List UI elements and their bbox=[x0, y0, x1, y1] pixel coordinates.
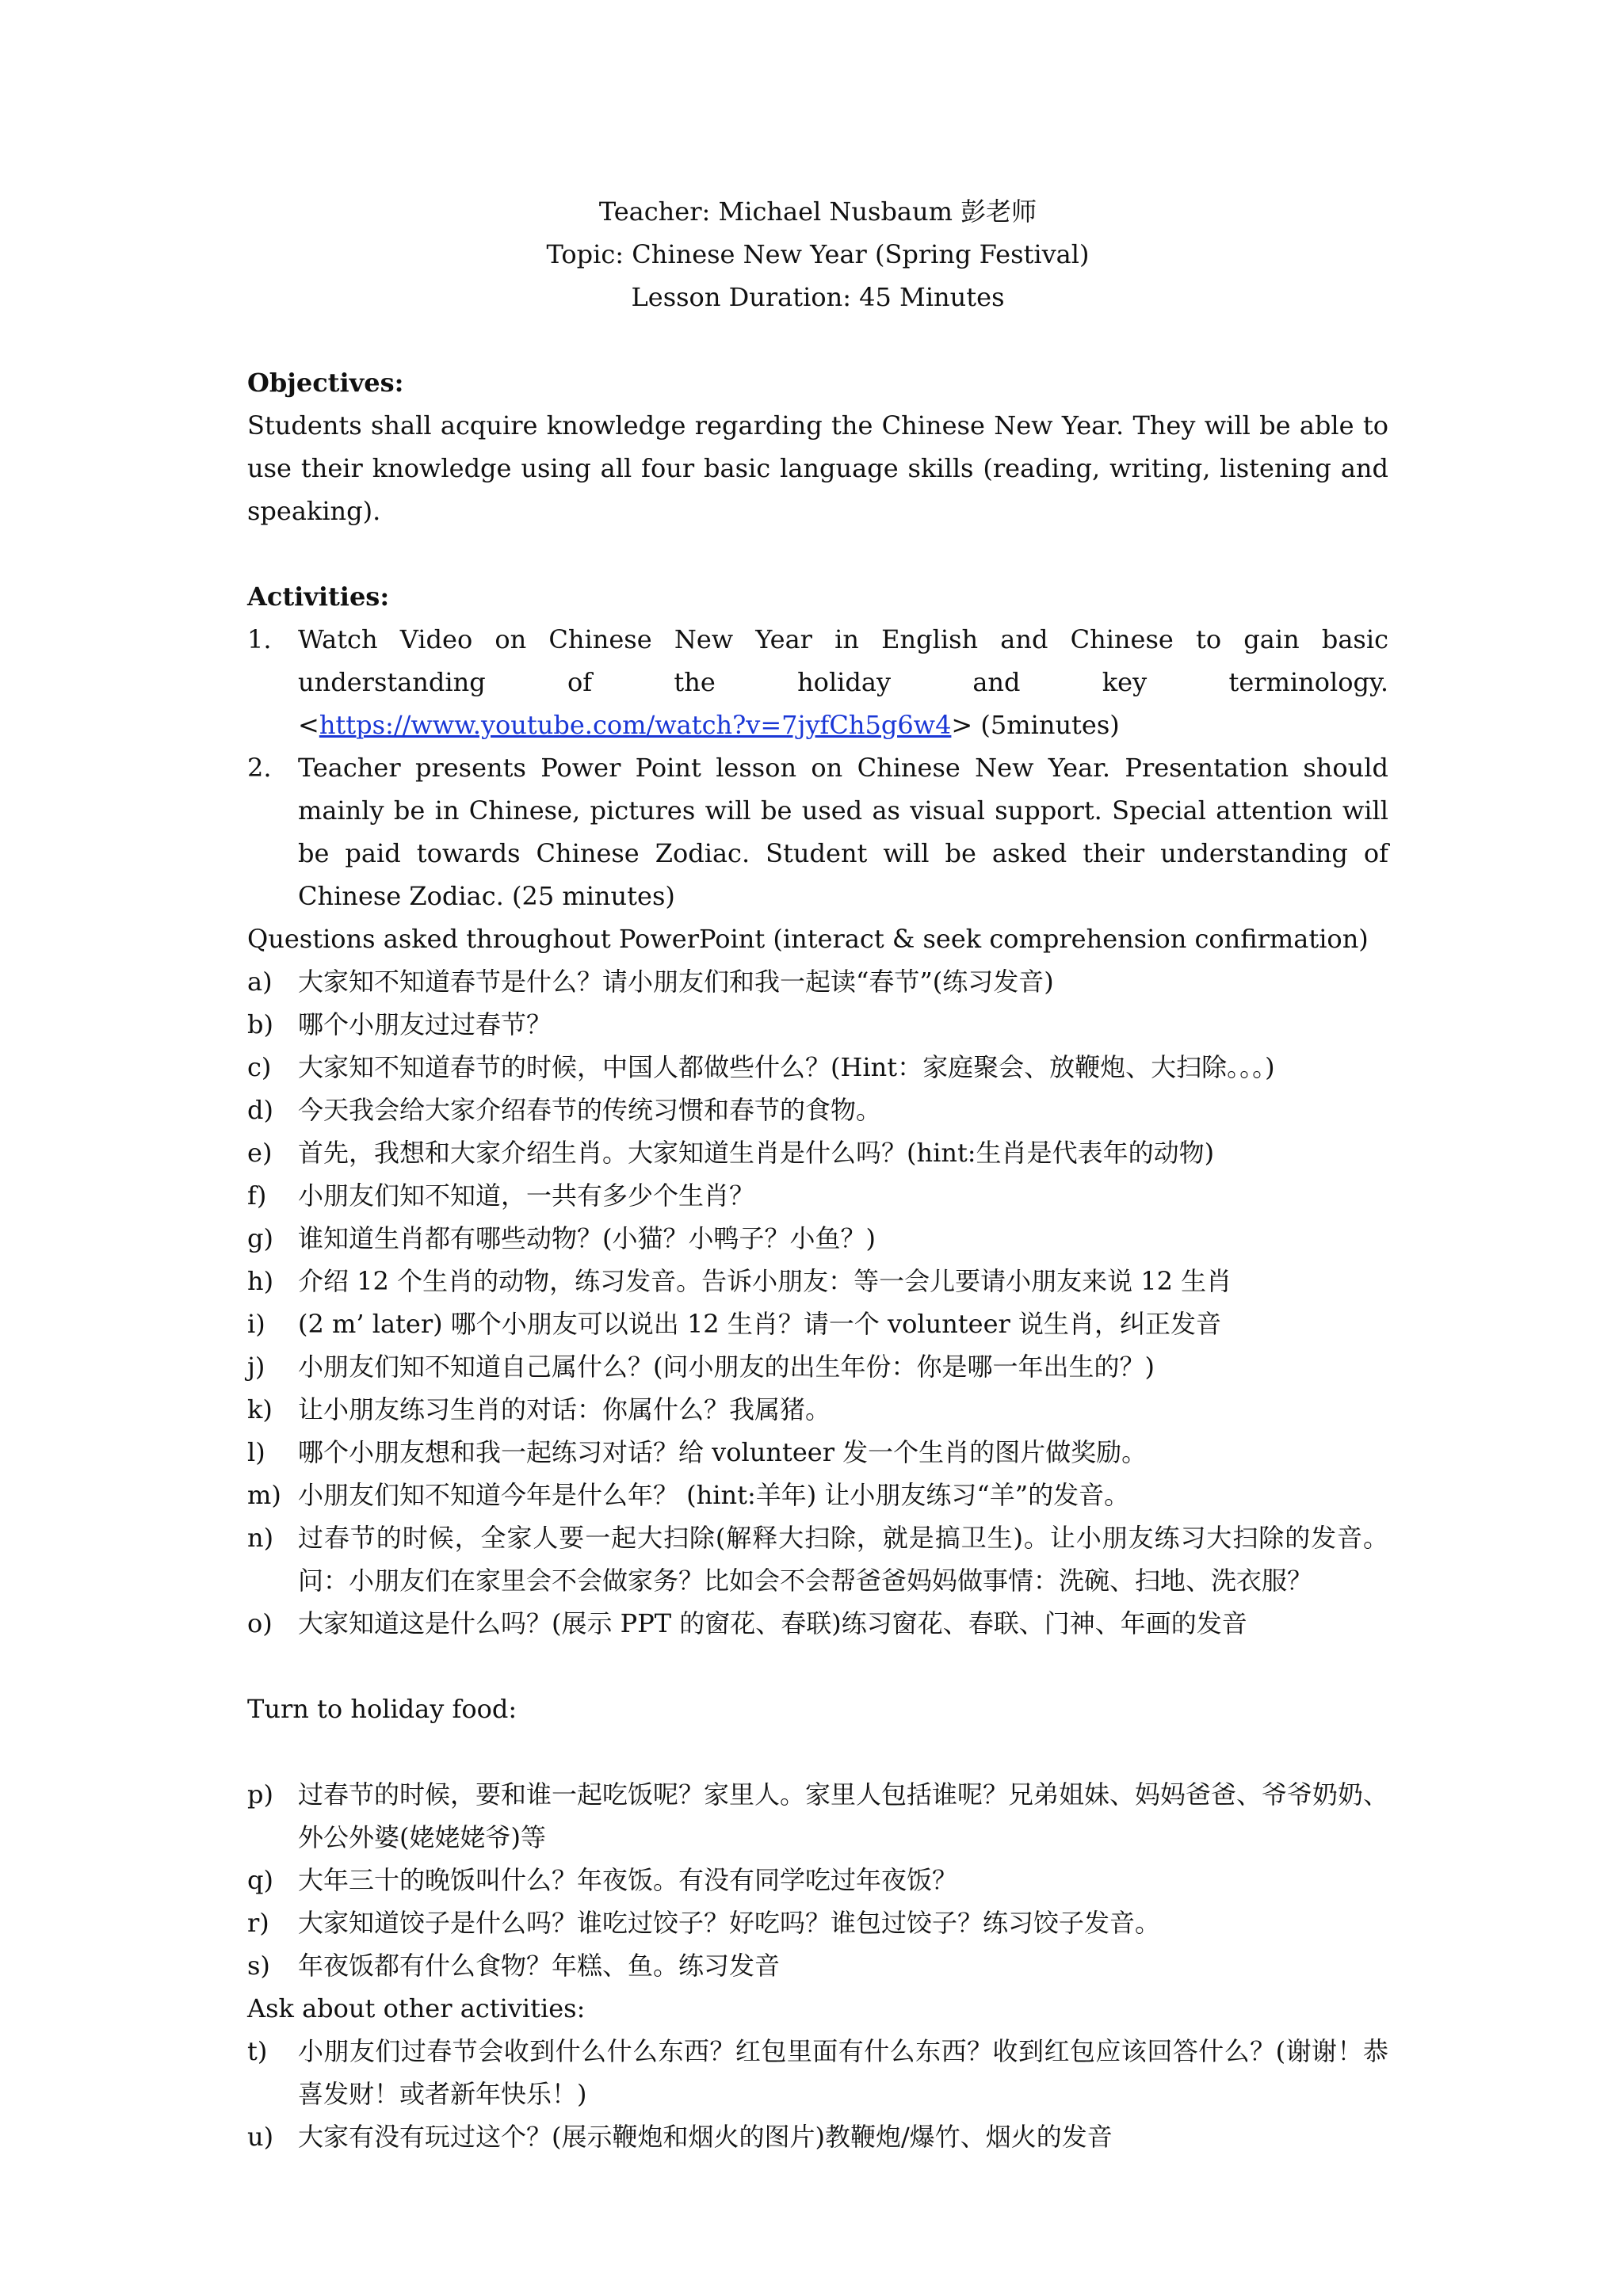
question-item bbox=[247, 1901, 1388, 1944]
question-marker: o) bbox=[247, 1608, 273, 1638]
question-text: 让小朋友练习生肖的对话：你属什么？我属猪。 bbox=[298, 1394, 831, 1425]
question-text: 大家有没有玩过这个？(展示鞭炮和烟火的图片)教鞭炮/爆竹、烟火的发音 bbox=[298, 2122, 1113, 2152]
objectives-heading: Objectives: bbox=[247, 368, 404, 398]
youtube-video-link[interactable]: https://www.youtube.com/watch?v=7jyfCh5g6w4 bbox=[319, 710, 952, 740]
question-item bbox=[247, 2030, 1388, 2115]
activity-text: Teacher presents Power Point lesson on Chinese New Year. Presentation should mainly be in Chinese, pictures will be used as visual support. Special attention will be paid towards Chinese Zodiac. Student will be asked their understanding of Chinese Zodiac. (25 minutes) bbox=[298, 753, 1388, 911]
activity-text bbox=[298, 618, 1388, 746]
question-item bbox=[247, 1345, 1388, 1388]
activity-marker: 2. bbox=[247, 753, 272, 783]
question-item bbox=[247, 1944, 1388, 1987]
question-text: 过春节的时候，全家人要一起大扫除(解释大扫除，就是搞卫生)。让小朋友练习大扫除的发音。问：小朋友们在家里会不会做家务？比如会不会帮爸爸妈妈做事情：洗碗、扫地、洗衣服？ bbox=[298, 1523, 1388, 1596]
lesson-header bbox=[247, 190, 1388, 318]
question-marker: e) bbox=[247, 1138, 273, 1168]
question-marker: h) bbox=[247, 1266, 274, 1296]
question-text: 小朋友们知不知道今年是什么年？ (hint:羊年) 让小朋友练习“羊”的发音。 bbox=[298, 1480, 1130, 1510]
question-marker: u) bbox=[247, 2122, 274, 2152]
question-item bbox=[247, 960, 1388, 1003]
question-item bbox=[247, 1131, 1388, 1174]
question-item bbox=[247, 1859, 1388, 1901]
question-marker: m) bbox=[247, 1480, 281, 1510]
question-text: 小朋友们知不知道，一共有多少个生肖？ bbox=[298, 1180, 755, 1211]
question-text: 今天我会给大家介绍春节的传统习惯和春节的食物。 bbox=[298, 1095, 882, 1125]
question-item bbox=[247, 1003, 1388, 1046]
question-text: 大家知不知道春节是什么？请小朋友们和我一起读“春节”(练习发音) bbox=[298, 967, 1054, 997]
activity-marker: 1. bbox=[247, 624, 272, 654]
question-text: 谁知道生肖都有哪些动物？(小猫？小鸭子？小鱼？) bbox=[298, 1223, 876, 1253]
other-question-list bbox=[247, 2030, 1388, 2158]
question-marker: f) bbox=[247, 1180, 267, 1211]
question-marker: a) bbox=[247, 967, 273, 997]
question-text: 首先，我想和大家介绍生肖。大家知道生肖是什么吗？(hint:生肖是代表年的动物) bbox=[298, 1138, 1215, 1168]
question-marker: c) bbox=[247, 1052, 272, 1082]
question-marker: k) bbox=[247, 1394, 273, 1425]
question-text: 大年三十的晚饭叫什么？年夜饭。有没有同学吃过年夜饭？ bbox=[298, 1865, 958, 1895]
question-text: 介绍 12 个生肖的动物，练习发音。告诉小朋友：等一会儿要请小朋友来说 12 生肖 bbox=[298, 1266, 1232, 1296]
question-text: (2 m’ later) 哪个小朋友可以说出 12 生肖？请一个 volunteer 说生肖，纠正发音 bbox=[298, 1309, 1222, 1339]
question-item bbox=[247, 1089, 1388, 1131]
question-text: 大家知道饺子是什么吗？谁吃过饺子？好吃吗？谁包过饺子？练习饺子发音。 bbox=[298, 1908, 1161, 1938]
questions-intro: Questions asked throughout PowerPoint (interact & seek comprehension confirmation) bbox=[247, 924, 1369, 954]
question-text: 小朋友们过春节会收到什么什么东西？红包里面有什么东西？收到红包应该回答什么？(谢谢！恭喜发财！或者新年快乐！) bbox=[298, 2036, 1388, 2109]
question-item bbox=[247, 1474, 1388, 1516]
question-marker: p) bbox=[247, 1779, 273, 1810]
question-item bbox=[247, 1046, 1388, 1089]
food-question-list bbox=[247, 1773, 1388, 1987]
question-item bbox=[247, 1260, 1388, 1302]
question-item bbox=[247, 2115, 1388, 2158]
activity-text-before-link: Watch Video on Chinese New Year in English and Chinese to gain basic understanding of the holiday and key terminology. < bbox=[298, 624, 1388, 740]
question-text: 小朋友们知不知道自己属什么？(问小朋友的出生年份：你是哪一年出生的？) bbox=[298, 1352, 1155, 1382]
question-item bbox=[247, 1431, 1388, 1474]
lesson-plan-page bbox=[247, 190, 1388, 2158]
question-text: 年夜饭都有什么食物？年糕、鱼。练习发音 bbox=[298, 1951, 781, 1981]
question-marker: d) bbox=[247, 1095, 273, 1125]
topic-line: Topic: Chinese New Year (Spring Festival) bbox=[546, 239, 1090, 269]
question-marker: t) bbox=[247, 2036, 268, 2066]
question-item bbox=[247, 1217, 1388, 1260]
question-item bbox=[247, 1602, 1388, 1645]
question-marker: s) bbox=[247, 1951, 270, 1981]
activity-item-2 bbox=[247, 746, 1388, 917]
question-item bbox=[247, 1302, 1388, 1345]
question-item bbox=[247, 1174, 1388, 1217]
question-text: 哪个小朋友想和我一起练习对话？给 volunteer 发一个生肖的图片做奖励。 bbox=[298, 1437, 1148, 1467]
question-text: 大家知道这是什么吗？(展示 PPT 的窗花、春联)练习窗花、春联、门神、年画的发音 bbox=[298, 1608, 1247, 1638]
other-activities-intro: Ask about other activities: bbox=[247, 1993, 586, 2023]
question-item bbox=[247, 1388, 1388, 1431]
question-marker: j) bbox=[247, 1352, 265, 1382]
activity-item-1 bbox=[247, 618, 1388, 746]
objectives-text: Students shall acquire knowledge regarding the Chinese New Year. They will be able to use their knowledge using all four basic language skills (reading, writing, listening and speaking). bbox=[247, 410, 1388, 526]
question-marker: n) bbox=[247, 1523, 274, 1553]
section-spacer bbox=[247, 1730, 1388, 1773]
duration-line: Lesson Duration: 45 Minutes bbox=[631, 282, 1005, 312]
section-spacer bbox=[247, 1645, 1388, 1688]
activities-heading: Activities: bbox=[247, 582, 390, 612]
question-marker: r) bbox=[247, 1908, 269, 1938]
question-marker: i) bbox=[247, 1309, 265, 1339]
question-text: 过春节的时候，要和谁一起吃饭呢？家里人。家里人包括谁呢？兄弟姐妹、妈妈爸爸、爷爷奶奶、外公外婆(姥姥姥爷)等 bbox=[298, 1779, 1389, 1852]
question-marker: q) bbox=[247, 1865, 273, 1895]
question-item bbox=[247, 1516, 1388, 1602]
activity-text-after-link: > (5minutes) bbox=[951, 710, 1120, 740]
question-marker: b) bbox=[247, 1009, 273, 1039]
question-marker: g) bbox=[247, 1223, 273, 1253]
question-text: 大家知不知道春节的时候，中国人都做些什么？(Hint：家庭聚会、放鞭炮、大扫除。。。) bbox=[298, 1052, 1275, 1082]
teacher-line: Teacher: Michael Nusbaum 彭老师 bbox=[598, 196, 1037, 227]
question-list bbox=[247, 960, 1388, 1645]
food-intro: Turn to holiday food: bbox=[247, 1694, 517, 1724]
question-marker: l) bbox=[247, 1437, 265, 1467]
question-text: 哪个小朋友过过春节？ bbox=[298, 1009, 552, 1039]
question-item bbox=[247, 1773, 1388, 1859]
